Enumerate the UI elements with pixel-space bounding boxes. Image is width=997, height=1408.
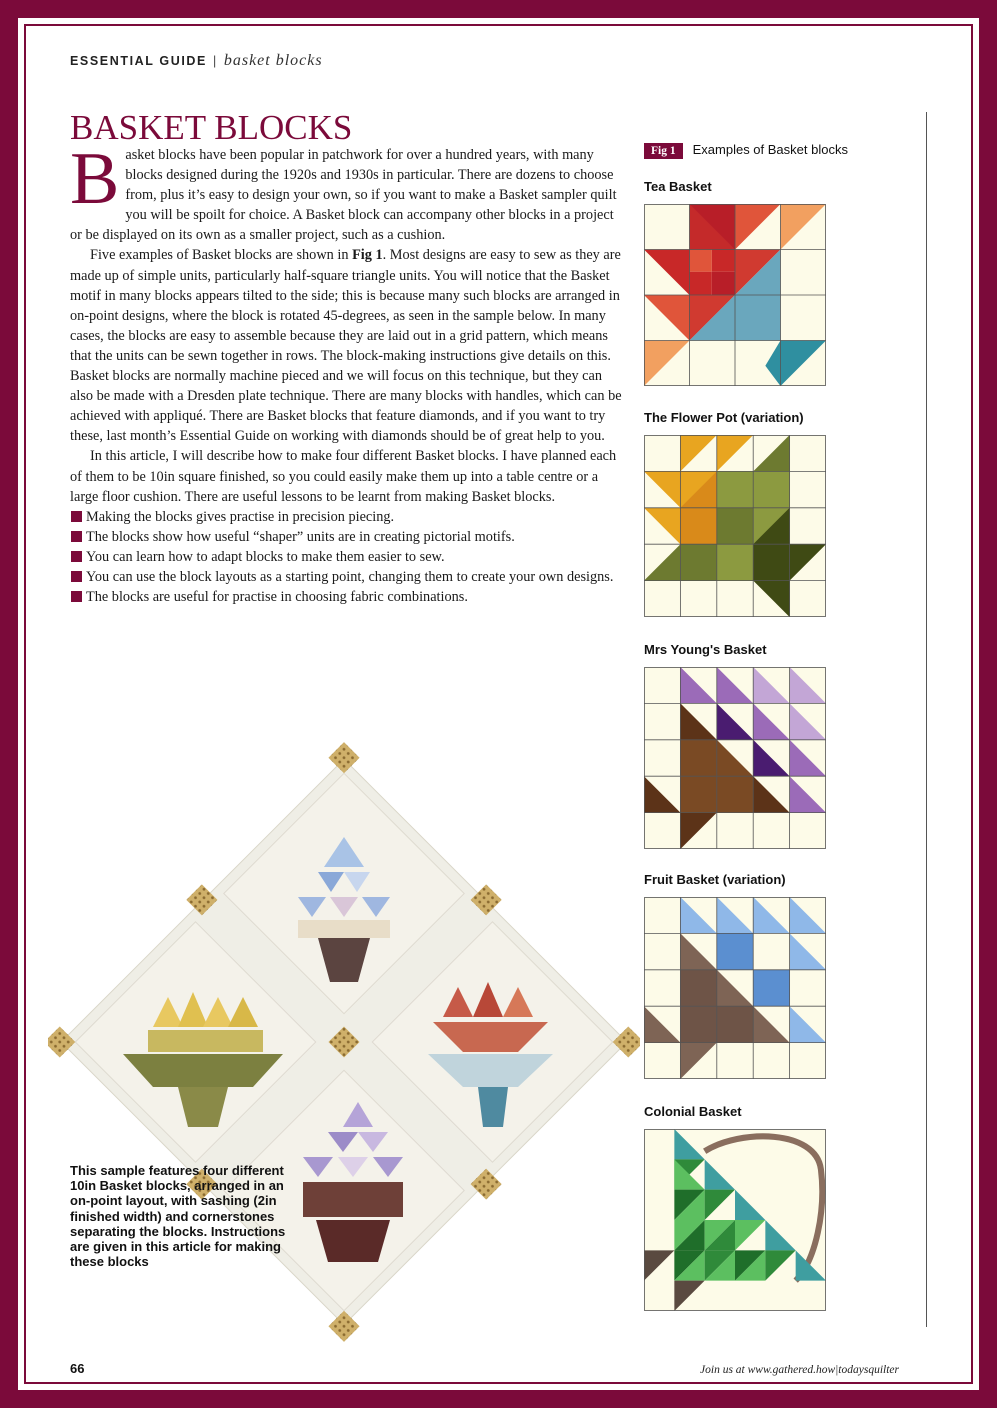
colonial-basket-diagram <box>644 1129 826 1311</box>
bullet-item: The blocks show how useful “shaper” units are in creating pictorial motifs. <box>70 527 622 547</box>
block-label-flower-pot: The Flower Pot (variation) <box>644 410 804 425</box>
bullet-item: You can use the block layouts as a starting point, changing them to create your own designs. <box>70 567 622 587</box>
running-head <box>70 52 323 70</box>
article-body <box>70 138 622 607</box>
article-title: BASKET BLOCKS <box>70 108 353 147</box>
paragraph-3: In this article, I will describe how to make four different Basket blocks. I have planned each of them to be 10in square finished, so you could easily make them up into a table centre or a large floor cushion. There are useful lessons to be learnt from making Basket blocks. <box>70 448 617 505</box>
page-number: 66 <box>70 1361 85 1376</box>
paragraph-2 <box>70 245 622 446</box>
figure-tag: Fig 1 <box>644 143 683 159</box>
figure-heading <box>644 142 848 159</box>
bullet-item: You can learn how to adapt blocks to make them easier to sew. <box>70 547 622 567</box>
flower-pot-diagram <box>644 435 826 617</box>
section-topic: basket blocks <box>223 52 323 69</box>
column-rule <box>926 112 927 1327</box>
paragraph-2-rest: . Most designs are easy to sew as they are made up of simple units, particularly half-square triangle units. You will notice that the Basket motif in many blocks appears tilted to the side; this is because many such blocks are arranged in on-point designs, where the block is rotated 45-degrees, as seen in the sample below. In many cases, the blocks are easy to assemble because they are laid out in a grid pattern, which means that the units can be sewn together in rows. The block-making instructions give details on this. Basket blocks are normally machine pieced and we will focus on this technique, but they can also be made with a Dresden plate technique. There are many blocks with handles, which can be achieved with appliqué. There are Basket blocks that feature diamonds, and if you want to try these, last month’s Essential Guide on working with diamonds should be of great help to you. <box>70 247 622 445</box>
bullet-item: Making the blocks gives practise in precision piecing. <box>70 507 622 527</box>
figure-title: Examples of Basket blocks <box>692 142 848 157</box>
intro-paragraph <box>70 138 622 245</box>
mrs-youngs-basket-diagram <box>644 667 826 849</box>
block-label-tea-basket: Tea Basket <box>644 179 712 194</box>
block-label-fruit-basket: Fruit Basket (variation) <box>644 872 786 887</box>
bullet-list <box>70 507 622 607</box>
tea-basket-diagram <box>644 204 826 386</box>
paragraph-1: asket blocks have been popular in patchwork for over a hundred years, with many blocks designed during the 1920s and 1930s in particular. There are dozens to choose from, plus it’s easy to design your own, so if you want to make a Basket sampler quilt you will be spoilt for choice. A Basket block can accompany other blocks in a project or be displayed on its own as a smaller project, such as a cushion. <box>70 147 617 244</box>
block-label-colonial-basket: Colonial Basket <box>644 1104 742 1119</box>
fruit-basket-diagram <box>644 897 826 1079</box>
header-separator: | <box>212 54 218 68</box>
photo-caption: This sample features four different 10in Basket blocks, arranged in an on-point layout, with sashing (2in finished width) and cornerstones separating the blocks. Instructions are given in this article for making these blocks <box>70 1163 286 1270</box>
fig-reference: Fig 1 <box>352 247 383 264</box>
bullet-item: The blocks are useful for practise in choosing fabric combinations. <box>70 587 622 607</box>
magazine-page <box>30 30 967 1378</box>
block-label-mrs-youngs-basket: Mrs Young's Basket <box>644 642 767 657</box>
footer-url: Join us at www.gathered.how|todaysquilter <box>700 1364 899 1376</box>
section-name: ESSENTIAL GUIDE <box>70 54 207 68</box>
drop-cap: B <box>70 138 120 220</box>
paragraph-2-start: Five examples of Basket blocks are shown in <box>90 247 353 264</box>
